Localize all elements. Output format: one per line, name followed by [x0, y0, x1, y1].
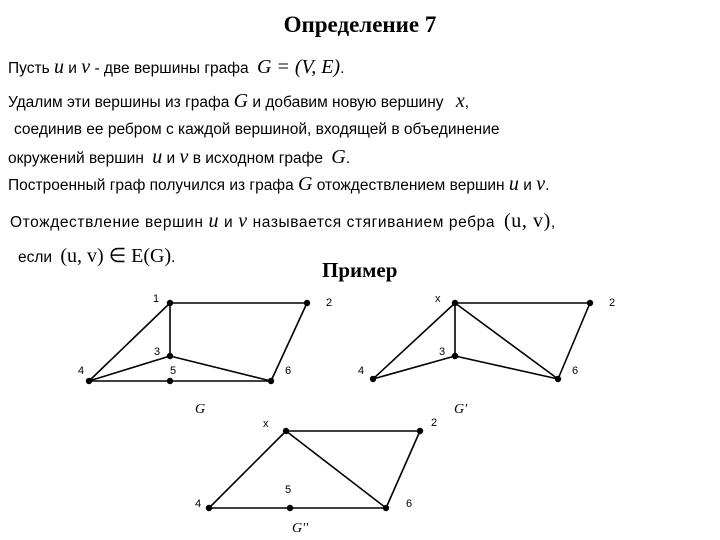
var-G: G	[233, 90, 249, 112]
vertex-2	[587, 300, 593, 306]
edge-x-4	[209, 431, 286, 508]
var-v: v	[179, 146, 189, 168]
vertex-label-5: 5	[170, 365, 177, 377]
example-heading: Пример	[322, 258, 398, 282]
vertex-label-x: x	[263, 418, 269, 430]
text: Построенный граф получился из графа	[8, 177, 294, 194]
text: ,	[550, 214, 556, 231]
text: в исходном графе	[192, 150, 323, 167]
vertex-label-4: 4	[78, 365, 85, 377]
vertex-label-x: x	[435, 293, 441, 305]
edge-3-6	[170, 356, 271, 381]
vertex-label-4: 4	[195, 498, 202, 510]
vertex-label-5: 5	[285, 484, 292, 496]
text: ,	[464, 94, 470, 111]
text: окружений вершин	[8, 150, 144, 167]
text: соединив ее ребром с каждой вершиной, входящей в объединение	[14, 121, 500, 138]
var-u: u	[152, 146, 163, 168]
graph-name-G1: G'	[454, 402, 468, 417]
text: Удалим эти вершины из графа	[8, 94, 230, 111]
vertex-label-2: 2	[326, 297, 333, 309]
vertex-label-4: 4	[358, 365, 365, 377]
var-G: G	[331, 146, 346, 168]
edge-x-6	[286, 431, 386, 508]
var-x: x	[455, 90, 465, 112]
var-u: u	[208, 210, 220, 232]
var-u: u	[53, 56, 64, 78]
text: Пусть	[8, 60, 50, 77]
graph-G2-edges	[209, 431, 420, 508]
vertex-label-6: 6	[285, 365, 292, 377]
vertex-x	[283, 428, 289, 434]
text: .	[545, 177, 550, 194]
graph-name-G2: G''	[292, 521, 309, 536]
text: Отождествление вершин	[10, 214, 204, 231]
text: называется стягиванием ребра	[252, 214, 496, 231]
vertex-3	[452, 353, 458, 359]
vertex-5	[287, 505, 293, 511]
vertex-label-1: 1	[153, 293, 160, 305]
edge-2-6	[386, 431, 420, 508]
graph-G-edges	[89, 303, 307, 381]
text: .	[345, 150, 351, 167]
vertex-label-3: 3	[154, 346, 161, 358]
vertex-6	[383, 505, 389, 511]
graph-G1-edges	[373, 303, 590, 379]
vertex-4	[370, 376, 376, 382]
vertex-6	[555, 376, 561, 382]
text: отождествлением вершин	[316, 177, 505, 194]
vertex-2	[304, 300, 310, 306]
vertex-5	[167, 378, 173, 384]
vertex-label-6: 6	[572, 365, 579, 377]
vertex-x	[452, 300, 458, 306]
formula-graph: G = (V, E)	[256, 56, 341, 78]
vertex-label-3: 3	[439, 346, 446, 358]
text: если	[18, 249, 53, 266]
text: и	[166, 150, 176, 167]
vertex-4	[206, 505, 212, 511]
page-title: Определение 7	[283, 12, 437, 37]
graph-name-G: G	[195, 402, 206, 417]
text: и	[68, 60, 77, 77]
text: и	[224, 214, 234, 231]
var-v: v	[238, 210, 248, 232]
var-u: u	[508, 173, 519, 195]
text: .	[340, 60, 345, 77]
text: .	[171, 249, 176, 266]
edge-uv: (u, v)	[503, 210, 551, 232]
vertex-2	[417, 428, 423, 434]
vertex-label-2: 2	[609, 297, 616, 309]
text: и	[523, 177, 532, 194]
vertex-label-2: 2	[431, 417, 438, 429]
text: - две вершины графа	[94, 60, 249, 77]
var-v: v	[536, 173, 546, 195]
text: и добавим новую вершину	[252, 94, 444, 111]
vertex-3	[167, 353, 173, 359]
vertex-label-6: 6	[406, 498, 413, 510]
vertex-4	[86, 378, 92, 384]
formula-edge-membership: (u, v) ∈ E(G)	[60, 245, 172, 267]
vertex-1	[167, 300, 173, 306]
var-v: v	[81, 56, 91, 78]
var-G: G	[298, 173, 313, 195]
vertex-6	[268, 378, 274, 384]
